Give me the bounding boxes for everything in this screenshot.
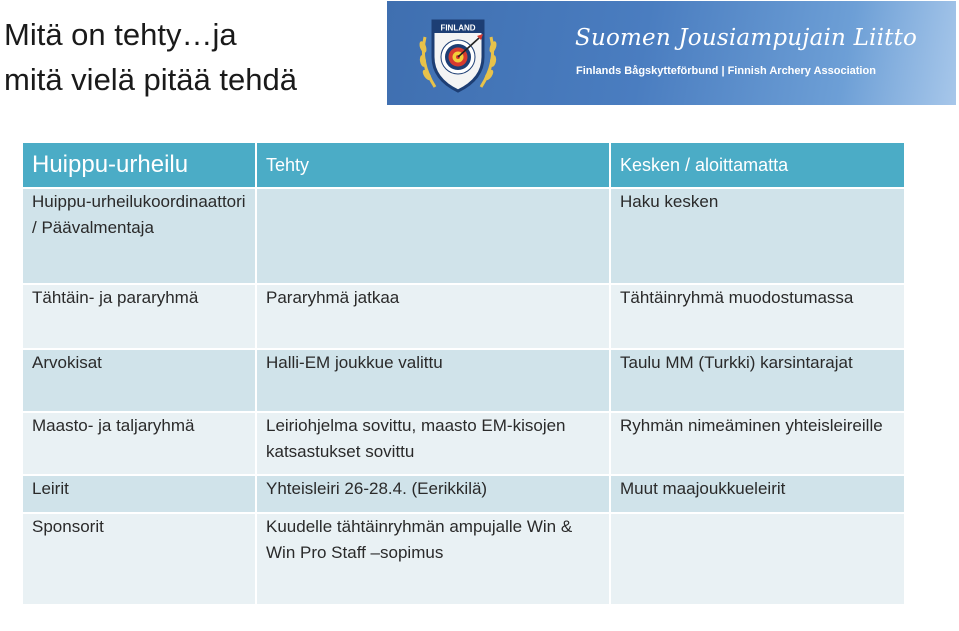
table-cell-pending: Ryhmän nimeäminen yhteisleireille [611,413,906,476]
table-row [23,476,906,514]
table-row [23,413,906,476]
federation-name: Suomen Jousiampujain Liitto [575,25,918,51]
table-row [23,350,906,413]
status-table [23,143,906,606]
table-cell-topic: Leirit [23,476,257,514]
federation-banner [387,1,956,105]
table-cell-done [257,189,611,285]
table-cell-topic: Arvokisat [23,350,257,413]
federation-subtitle: Finlands Bågskytteförbund | Finnish Archery Association [576,65,876,77]
slide-title [4,12,297,102]
table-cell-done: Yhteisleiri 26-28.4. (Eerikkilä) [257,476,611,514]
table-cell-topic: Maasto- ja taljaryhmä [23,413,257,476]
header-pending: Kesken / aloittamatta [611,143,906,189]
header-topic: Huippu-urheilu [23,143,257,189]
table-cell-pending: Muut maajoukkueleirit [611,476,906,514]
archery-target-crest-icon [413,7,503,99]
table-row [23,285,906,350]
table-cell-pending [611,514,906,606]
table-cell-pending: Haku kesken [611,189,906,285]
slide-title-line-1: Mitä on tehty…ja [4,17,237,52]
table-cell-pending: Tähtäinryhmä muodostumassa [611,285,906,350]
table-cell-done: Halli-EM joukkue valittu [257,350,611,413]
table-row [23,514,906,606]
logo-text: FINLAND [440,23,476,33]
table-cell-done: Leiriohjelma sovittu, maasto EM-kisojen katsastukset sovittu [257,413,611,476]
table-row [23,189,906,285]
table-cell-done: Pararyhmä jatkaa [257,285,611,350]
slide-title-line-2: mitä vielä pitää tehdä [4,62,297,97]
table-cell-topic: Sponsorit [23,514,257,606]
table-header-row [23,143,906,189]
table-cell-pending: Taulu MM (Turkki) karsintarajat [611,350,906,413]
table-cell-topic: Tähtäin- ja pararyhmä [23,285,257,350]
table-cell-done: Kuudelle tähtäinryhmän ampujalle Win & Win Pro Staff –sopimus [257,514,611,606]
header-done: Tehty [257,143,611,189]
table-cell-topic: Huippu-urheilukoordinaattori / Päävalmentaja [23,189,257,285]
